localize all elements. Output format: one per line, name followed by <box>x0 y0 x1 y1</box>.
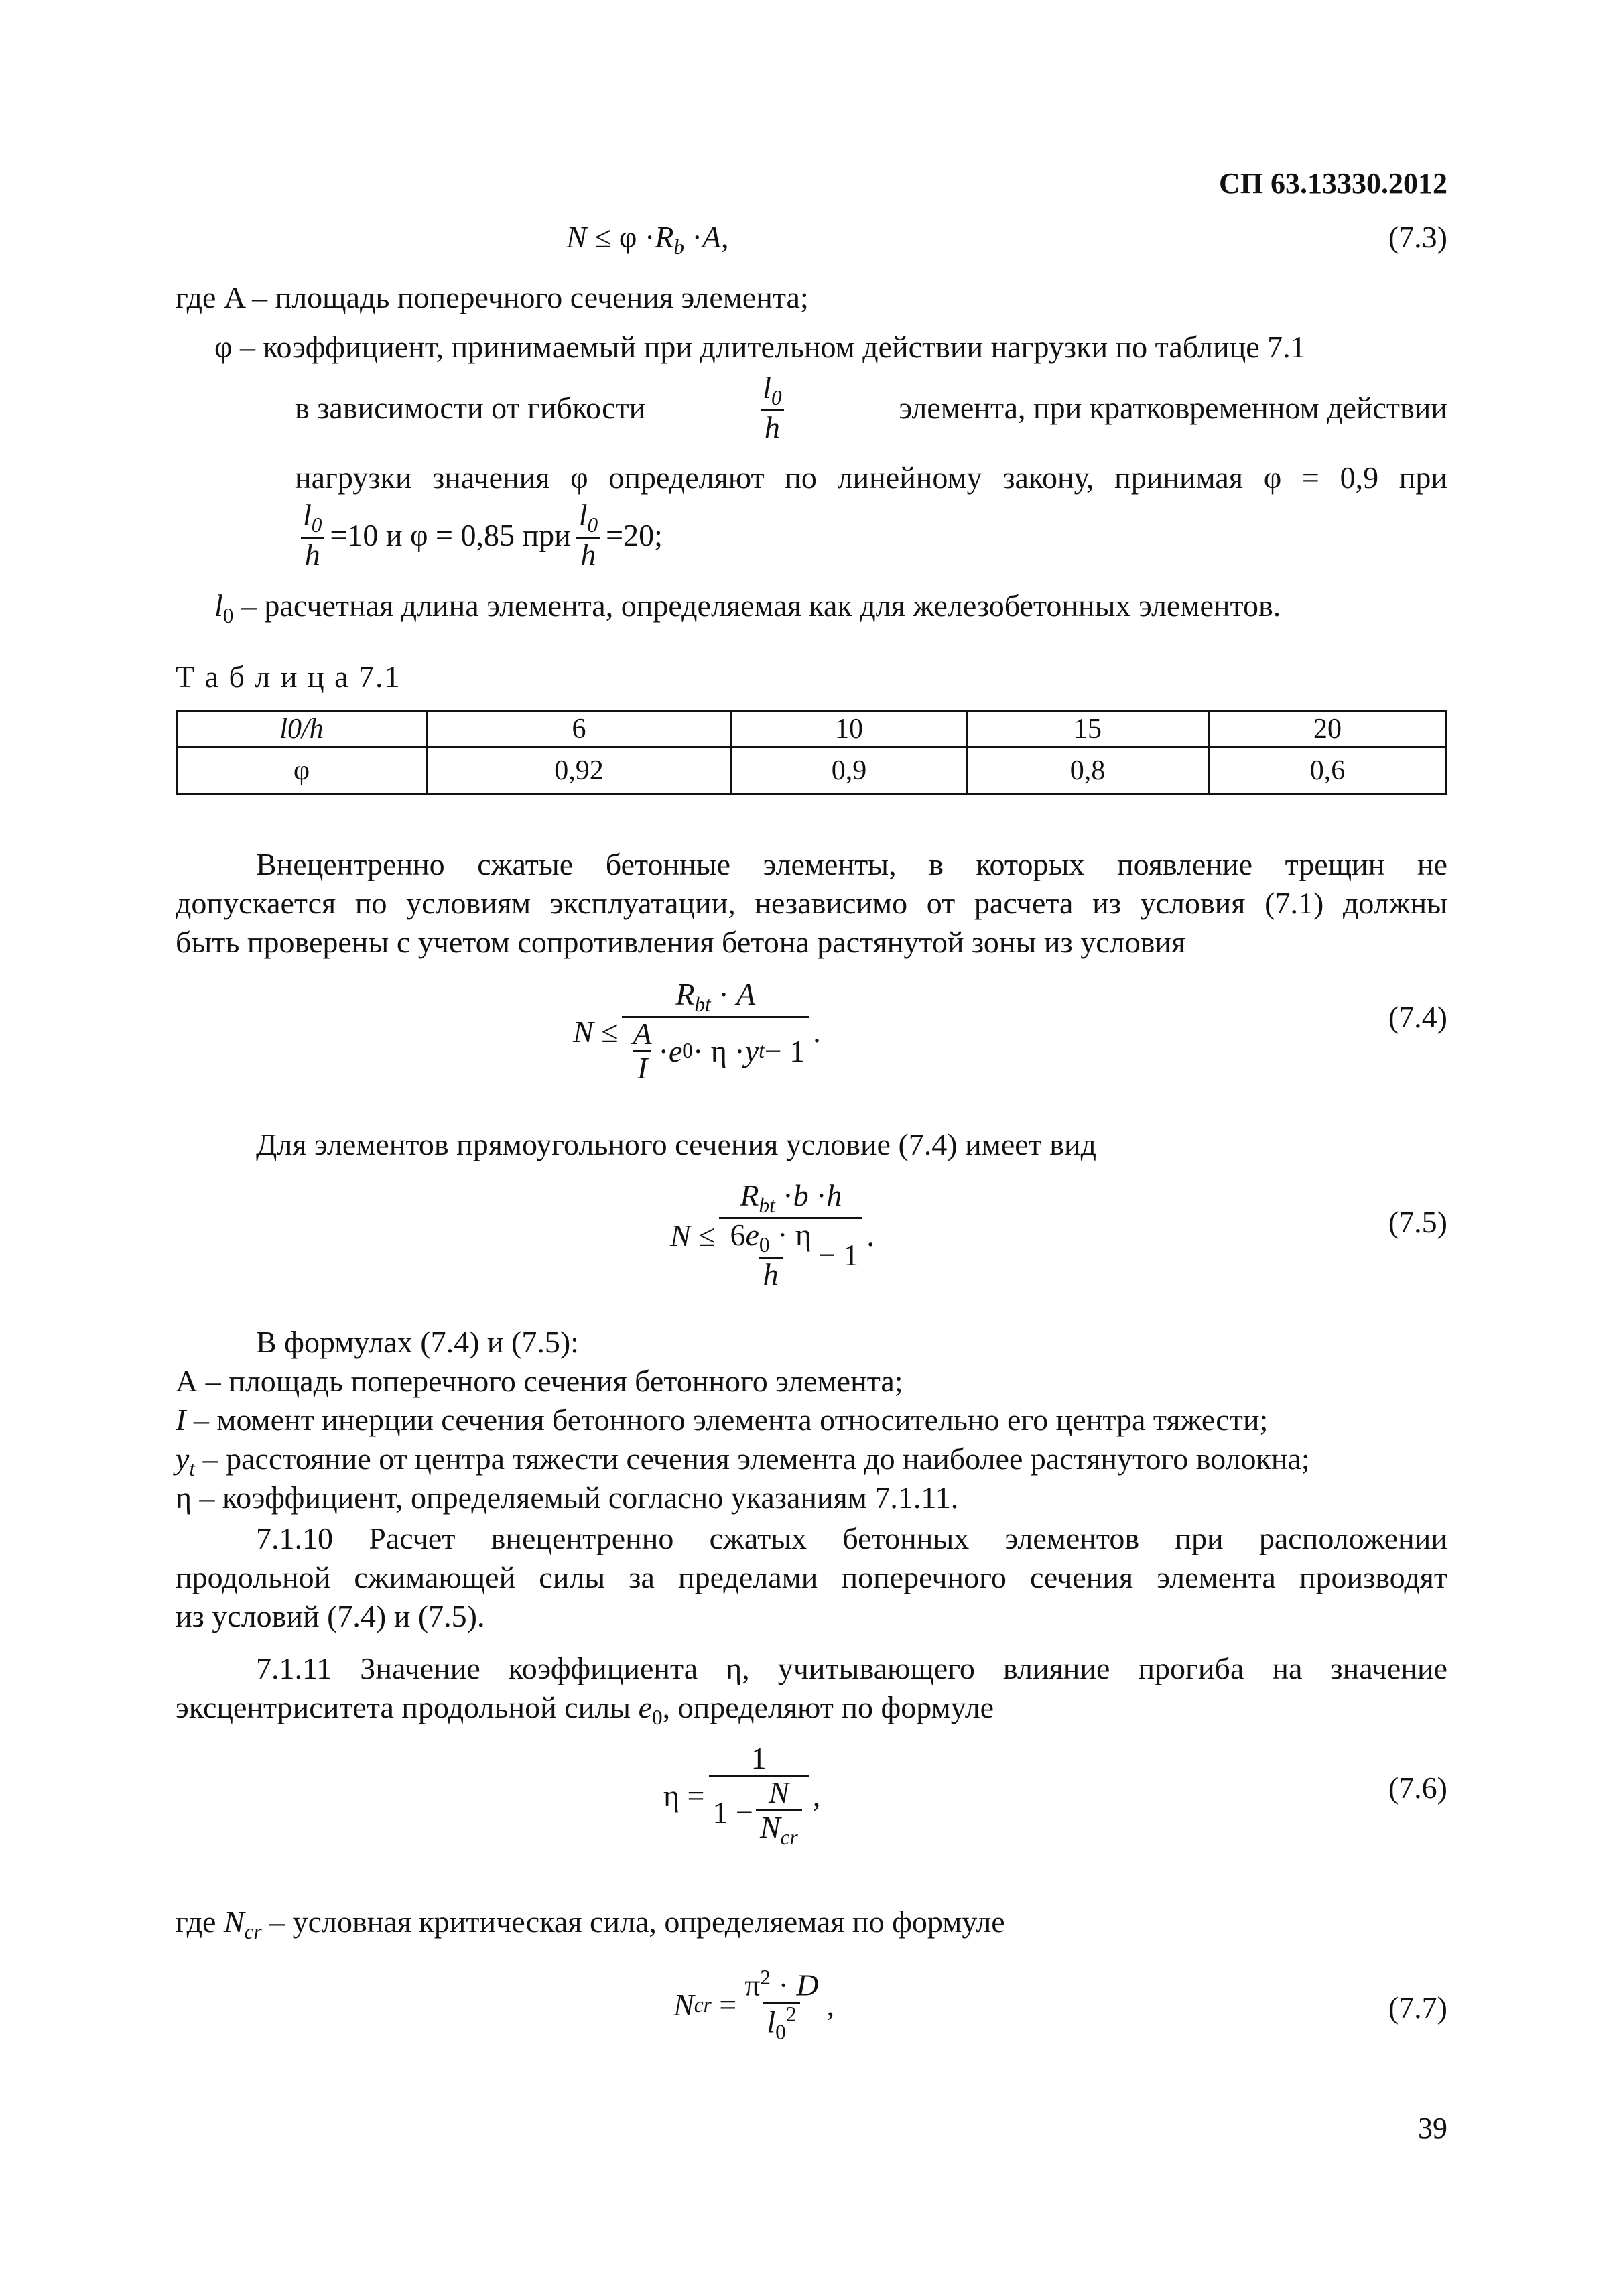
slenderness-fraction: $\frac{l_0}{h}$ <box>759 372 785 444</box>
definition-phi-line1: φ – коэффициент, принимаемый при длительном действии нагрузки по таблице 7.1 <box>214 330 1306 364</box>
table-cell: 0,92 <box>427 747 732 795</box>
equation-7-5: N ≤ $R_{bt} \cdot b \cdot h$ $\frac{6e_0 \cdot \eta}{h}$ − 1 . <box>670 1178 874 1292</box>
equation-7-4: N ≤ $R_{bt} \cdot A$ $\frac{A}{I}$ · e 0 · η · y t − 1 . <box>573 977 821 1086</box>
table-row <box>177 747 1447 795</box>
table-header-cell: 20 <box>1209 712 1447 747</box>
para4-line2: продольной сжимающей силы за пределами поперечного сечения элемента производят <box>176 1560 1447 1594</box>
equation-7-6: η = 1 1 − $\frac{N}{N_{cr}}$ , <box>663 1741 821 1849</box>
definition-phi-line2 <box>295 372 1447 444</box>
eq77-fraction: $\frac{\pi^2 \cdot D}{l_0^2}$ <box>744 1966 819 2044</box>
para3-yt: $y_t$ – расстояние от центра тяжести сечения элемента до наиболее растянутого волокна; <box>176 1442 1310 1481</box>
para1-line2: допускается по условиям эксплуатации, независимо от расчета из условия (7.1) должны <box>176 886 1447 920</box>
para4-line3: из условий (7.4) и (7.5). <box>176 1599 485 1633</box>
table-header-cell: 6 <box>427 712 732 747</box>
phi-line4-part-a: =10 и φ = 0,85 при <box>330 518 571 553</box>
table-cell: 0,6 <box>1209 747 1447 795</box>
para2: Для элементов прямоугольного сечения условие (7.4) имеет вид <box>256 1127 1097 1161</box>
equation-number-7-7: (7.7) <box>1388 1990 1447 2025</box>
table-header-cell: l0/h <box>177 712 427 747</box>
slenderness-fraction-10: $\frac{l_0}{h}$ <box>299 499 326 571</box>
para5-line2: эксцентриситета продольной силы $e_0$, определяют по формуле <box>176 1690 994 1730</box>
equation-7-7: N cr = $\frac{\pi^2 \cdot D}{l_0^2}$ , <box>673 1966 835 2044</box>
table-caption: Т а б л и ц а 7.1 <box>176 659 401 694</box>
phi-line2-part-a: в зависимости от гибкости <box>295 391 646 426</box>
table-header-cell: 15 <box>967 712 1209 747</box>
definition-phi-line3: нагрузки значения φ определяют по линейному закону, принимая φ = 0,9 при <box>295 460 1447 495</box>
phi-line4-part-b: =20; <box>606 518 663 553</box>
para3-eta: η – коэффициент, определяемый согласно указаниям 7.1.11. <box>176 1480 959 1515</box>
table-header-cell: 10 <box>732 712 967 747</box>
para1-line1: Внецентренно сжатые бетонные элементы, в которых появление трещин не <box>256 847 1447 881</box>
equation-number-7-5: (7.5) <box>1388 1205 1447 1239</box>
table-7-1 <box>176 710 1447 795</box>
para3-intro: В формулах (7.4) и (7.5): <box>256 1325 579 1359</box>
para6: где $N_{cr}$ – условная критическая сила, определяемая по формуле <box>176 1905 1005 1944</box>
table-cell: 0,9 <box>732 747 967 795</box>
definition-A: где A – площадь поперечного сечения элемента; <box>176 280 809 314</box>
page-number: 39 <box>1418 2112 1447 2145</box>
eq75-fraction: $R_{bt} \cdot b \cdot h$ $\frac{6e_0 \cdot \eta}{h}$ − 1 <box>719 1179 862 1291</box>
slenderness-fraction-20: $\frac{l_0}{h}$ <box>575 499 602 571</box>
para3-I: I – момент инерции сечения бетонного элемента относительно его центра тяжести; <box>176 1403 1269 1437</box>
equation-number-7-3: (7.3) <box>1388 220 1447 254</box>
para5-line1: 7.1.11 Значение коэффициента η, учитывающего влияние прогиба на значение <box>256 1651 1447 1685</box>
phi-line2-part-b: элемента, при кратковременном действии <box>899 391 1447 426</box>
table-cell: 0,8 <box>967 747 1209 795</box>
definition-l0: $l_0$ – расчетная длина элемента, определяемая как для железобетонных элементов. <box>214 588 1281 628</box>
equation-number-7-4: (7.4) <box>1388 1000 1447 1034</box>
definition-phi-line4 <box>295 499 663 571</box>
para3-A: А – площадь поперечного сечения бетонного элемента; <box>176 1364 903 1398</box>
table-cell: φ <box>177 747 427 795</box>
table-header-row <box>177 712 1447 747</box>
eq76-fraction: 1 1 − $\frac{N}{N_{cr}}$ <box>709 1742 809 1849</box>
eq74-fraction: $R_{bt} \cdot A$ $\frac{A}{I}$ · e 0 · η · y t − 1 <box>622 978 809 1085</box>
equation-number-7-6: (7.6) <box>1388 1771 1447 1805</box>
equation-7-3: $N \le \varphi \cdot R_b \cdot A$, <box>566 220 729 259</box>
document-code: СП 63.13330.2012 <box>1219 167 1447 200</box>
para1-line3: быть проверены с учетом сопротивления бетона растянутой зоны из условия <box>176 925 1186 959</box>
para4-line1: 7.1.10 Расчет внецентренно сжатых бетонных элементов при расположении <box>256 1521 1447 1555</box>
